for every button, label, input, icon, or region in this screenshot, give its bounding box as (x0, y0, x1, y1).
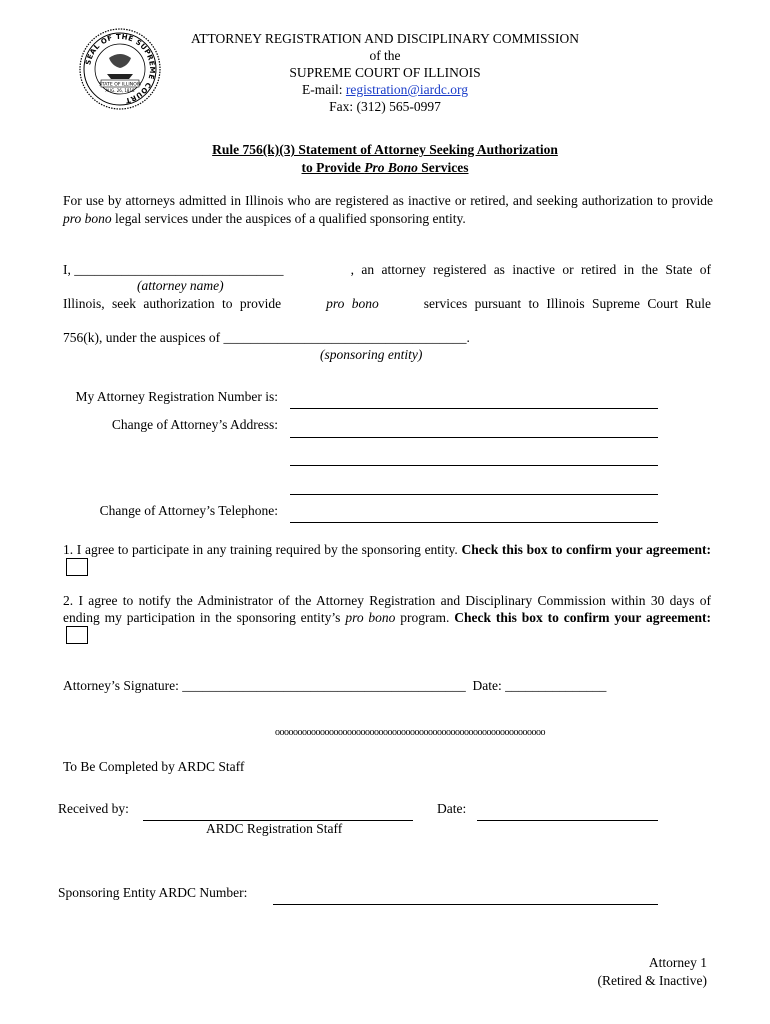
statement-line-3: 756(k), under the auspices of ____________________________________. (63, 330, 470, 345)
agreement-2-checkbox[interactable] (66, 626, 88, 644)
header-commission-name: ATTORNEY REGISTRATION AND DISCIPLINARY COMMISSION (190, 31, 580, 46)
staff-section-heading: To Be Completed by ARDC Staff (63, 759, 245, 774)
seal-banner-text: STATE OF ILLINOIS (98, 82, 142, 88)
email-link[interactable]: registration@iardc.org (345, 82, 468, 97)
staff-date-field[interactable] (477, 806, 658, 821)
received-by-label: Received by: (58, 801, 129, 816)
signature-blank[interactable]: __________________________________________ (182, 678, 466, 693)
header-fax: Fax: (312) 565-0997 (329, 99, 441, 114)
title-line-1: Rule 756(k)(3) Statement of Attorney Seeking Authorization (212, 142, 558, 157)
sponsor-number-field[interactable] (273, 890, 658, 905)
signature-date-label: Date: (465, 678, 506, 693)
attorney-name-caption: (attorney name) (137, 278, 224, 293)
footer-form-type: (Retired & Inactive) (597, 973, 707, 988)
header-of-the: of the (369, 48, 401, 63)
staff-date-label: Date: (437, 801, 467, 816)
telephone-field[interactable] (290, 508, 658, 523)
header-court-name: SUPREME COURT OF ILLINOIS (289, 65, 481, 80)
attorney-name-blank[interactable]: _______________________________ (74, 262, 284, 277)
address-label: Change of Attorney’s Address: (111, 417, 278, 432)
court-seal-logo (79, 28, 161, 110)
sponsor-number-label: Sponsoring Entity ARDC Number: (58, 885, 248, 900)
address-field-line-2[interactable] (290, 451, 658, 466)
header-email-line (160, 81, 610, 98)
address-field-line-3[interactable] (290, 480, 658, 495)
email-label: E-mail: (302, 82, 346, 97)
signature-label: Attorney’s Signature: (63, 678, 183, 693)
agreement-2: 2. I agree to notify the Administrator of the Attorney Registration and Disciplinary Commission within 30 days of ending my participation in the sponsoring entity’s pro bono program. Check this box to confirm your agreement: (63, 592, 711, 645)
signature-date-blank[interactable]: _______________ (505, 678, 607, 693)
statement-line-2: Illinois, seek authorization to provide pro bono services pursuant to Illinois Supreme Court Rule (63, 296, 711, 311)
seal-date-text: AUG. 26, 1818 (105, 88, 135, 93)
form-footer (500, 954, 707, 990)
address-field-line-1[interactable] (290, 423, 658, 438)
signature-row (63, 678, 606, 694)
footer-form-id: Attorney 1 (648, 955, 707, 970)
received-by-field[interactable] (143, 806, 413, 821)
registration-number-field[interactable] (290, 394, 658, 409)
title-line-2: to Provide Pro Bono Services (301, 160, 469, 175)
form-title (120, 141, 650, 177)
registration-number-label: My Attorney Registration Number is: (75, 389, 278, 404)
intro-paragraph: For use by attorneys admitted in Illinois who are registered as inactive or retired, and seeking authorization to provide pro bono legal services under the auspices of a qualified sponsoring entity. (63, 193, 713, 226)
sponsoring-entity-caption: (sponsoring entity) (320, 347, 423, 362)
seal-ring-text: SEAL OF THE SUPREME COURT (84, 32, 157, 105)
section-divider: oooooooooooooooooooooooooooooooooooooooooooooooooooooooooooo (275, 727, 545, 738)
commission-header (160, 30, 610, 115)
agreement-1-checkbox[interactable] (66, 558, 88, 576)
statement-line-1: I, _______________________________ , an attorney registered as inactive or retired in the State of (63, 262, 711, 277)
telephone-label: Change of Attorney’s Telephone: (99, 503, 278, 518)
staff-caption: ARDC Registration Staff (206, 821, 343, 836)
sponsoring-entity-blank[interactable]: ____________________________________ (223, 330, 467, 345)
agreement-1: 1. I agree to participate in any training required by the sponsoring entity. Check this box to confirm your agreement: (63, 541, 711, 577)
